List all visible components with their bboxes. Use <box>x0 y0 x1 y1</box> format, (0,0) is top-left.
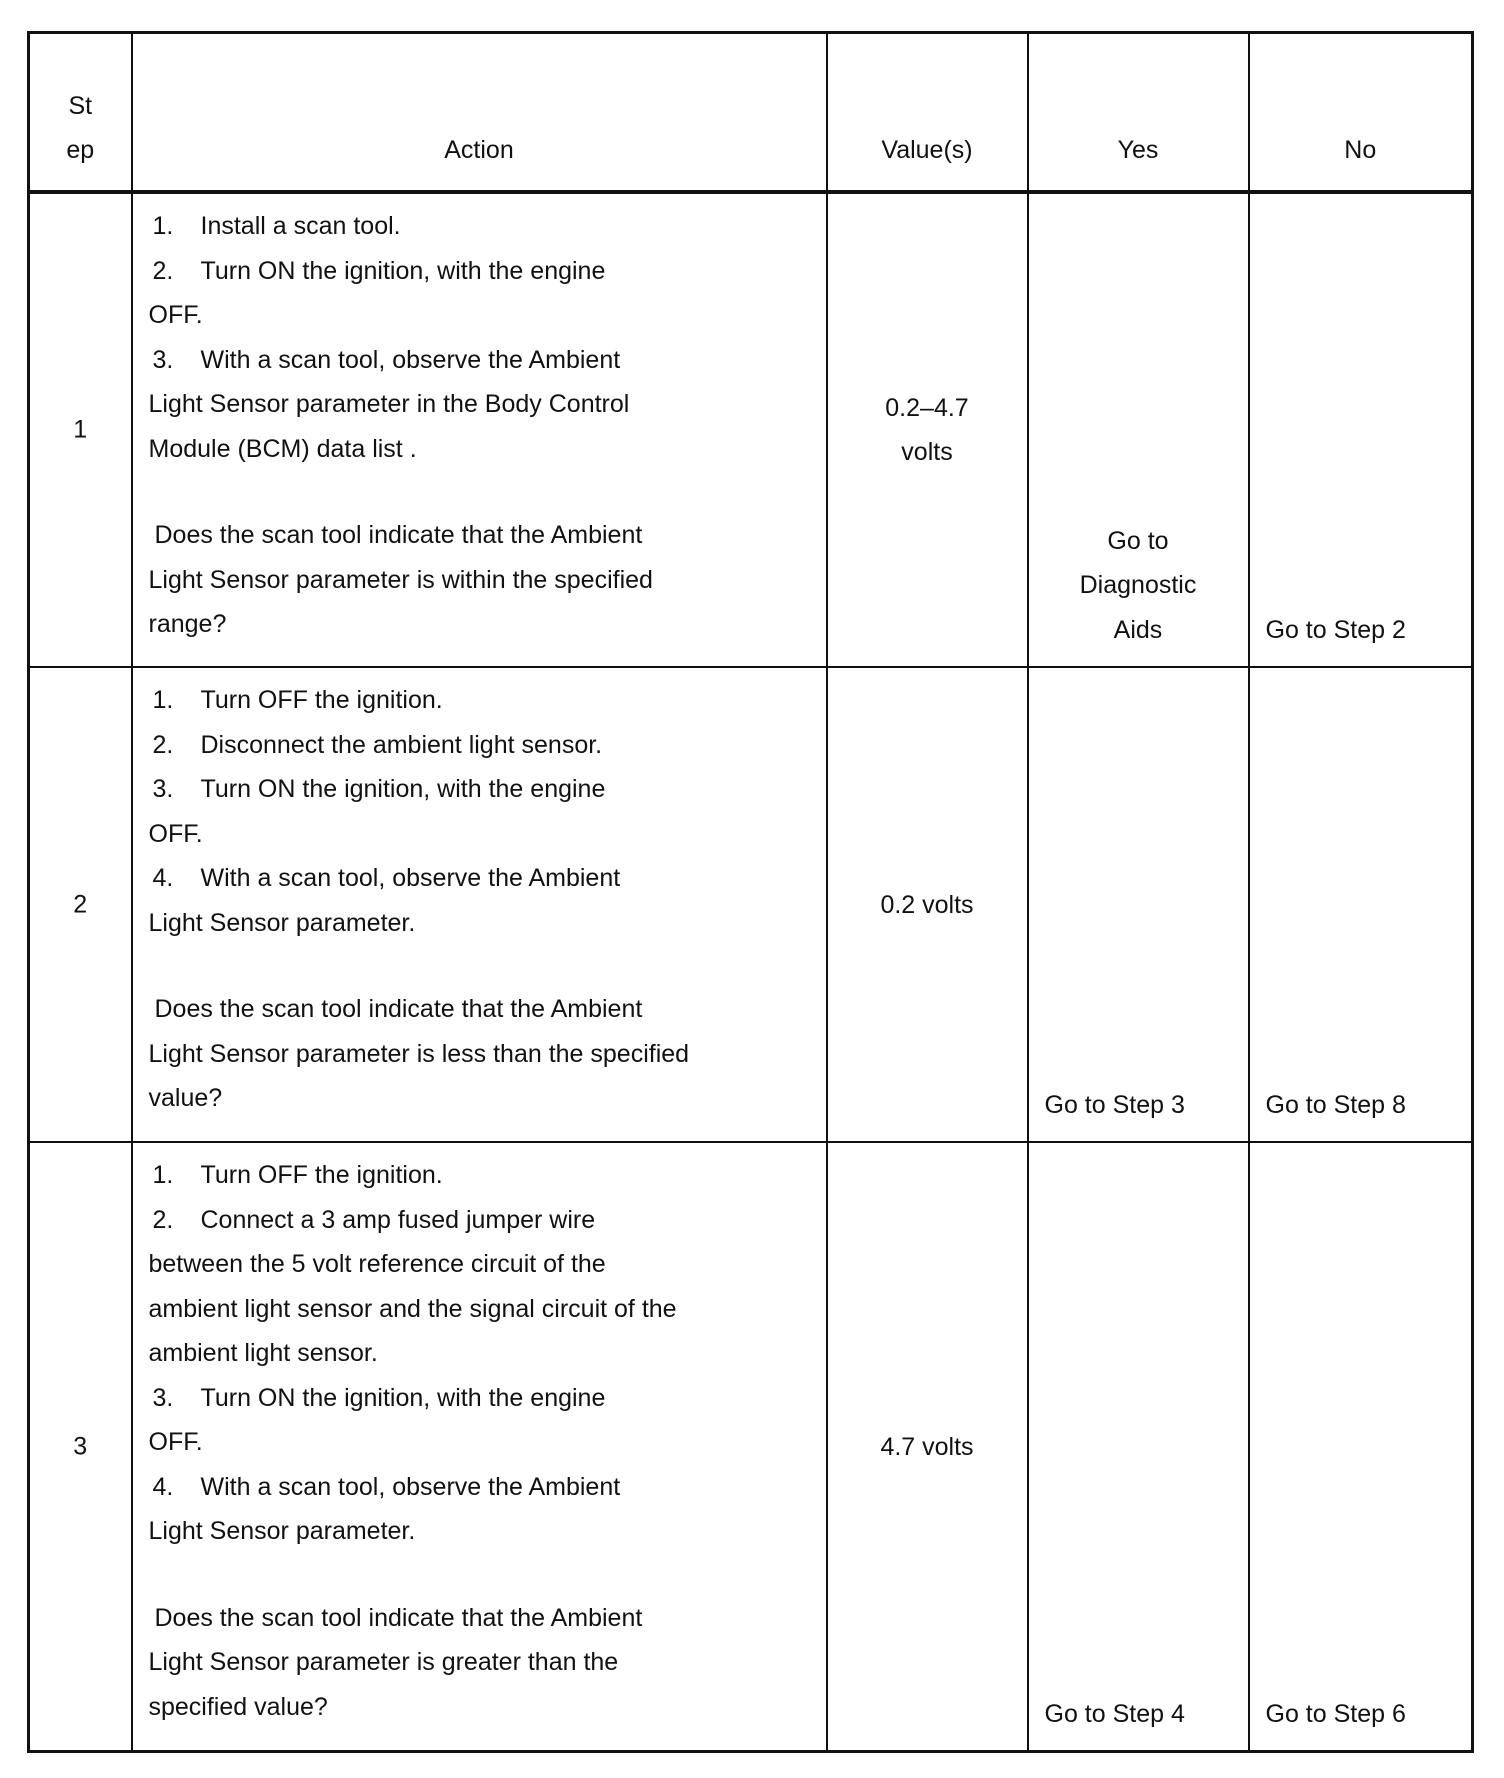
action-line <box>149 1287 816 1332</box>
yes-cell <box>1028 667 1249 1142</box>
action-line-text: Module (BCM) data list . <box>148 434 417 463</box>
value-cell <box>827 667 1028 1142</box>
step-index: 2. <box>152 1205 174 1234</box>
header-yes: Yes <box>1028 33 1249 193</box>
action-cell <box>132 192 827 667</box>
step-index: 1. <box>152 212 174 240</box>
step-number: 3 <box>73 1432 88 1461</box>
action-line <box>149 1242 816 1287</box>
question-line: Does the scan tool indicate that the Ambient <box>154 995 643 1024</box>
action-line <box>149 293 816 338</box>
step-index: 3. <box>152 1383 174 1412</box>
no-cell <box>1249 192 1473 667</box>
action-line <box>149 1376 816 1421</box>
question-line: Light Sensor parameter is greater than the <box>148 1648 619 1677</box>
step-cell <box>29 1142 132 1751</box>
no-text: Go to Step 8 <box>1265 1090 1406 1119</box>
action-text <box>149 204 816 647</box>
value-text: 4.7 volts <box>880 1432 974 1461</box>
yes-text: Go to Step 3 <box>1044 1090 1185 1119</box>
action-cell <box>132 667 827 1142</box>
action-line-text: Turn ON the ignition, with the engine <box>200 256 606 285</box>
action-line-text: Light Sensor parameter. <box>148 908 416 937</box>
no-cell <box>1249 667 1473 1142</box>
step-index: 2. <box>152 256 174 285</box>
step-number: 2 <box>73 890 88 919</box>
action-line-text: Light Sensor parameter in the Body Control <box>148 390 630 418</box>
question-line: Does the scan tool indicate that the Ambient <box>154 521 643 549</box>
action-line-text: OFF. <box>148 819 203 848</box>
no-text: Go to Step 6 <box>1265 1699 1406 1728</box>
step-cell <box>29 192 132 667</box>
question-line: Light Sensor parameter is less than the specified <box>148 1039 690 1068</box>
yes-cell <box>1028 1142 1249 1751</box>
step-index: 3. <box>152 775 174 804</box>
question-line: Does the scan tool indicate that the Ambient <box>154 1603 643 1632</box>
header-values: Value(s) <box>827 33 1028 193</box>
step-number: 1 <box>73 415 88 444</box>
action-line <box>149 812 816 857</box>
action-cell <box>132 1142 827 1751</box>
action-line <box>149 382 816 427</box>
action-text <box>149 1153 816 1729</box>
action-line <box>149 901 816 946</box>
yes-text: Go to Diagnostic Aids <box>1079 526 1197 644</box>
action-line-text: Light Sensor parameter. <box>148 1517 416 1546</box>
yes-cell <box>1028 192 1249 667</box>
no-text: Go to Step 2 <box>1265 615 1406 644</box>
action-line-text: ambient light sensor and the signal circuit of the <box>148 1294 677 1323</box>
action-line-text: Turn ON the ignition, with the engine <box>200 775 606 804</box>
question-line: Light Sensor parameter is within the specified <box>148 565 653 594</box>
step-index: 2. <box>152 730 174 759</box>
value-cell <box>827 192 1028 667</box>
step-cell <box>29 667 132 1142</box>
action-line <box>149 204 816 249</box>
action-line-text: With a scan tool, observe the Ambient <box>200 1472 621 1501</box>
action-line <box>149 1509 816 1554</box>
step-index: 4. <box>152 1472 174 1501</box>
action-line-text: between the 5 volt reference circuit of the <box>148 1250 606 1279</box>
action-line-text: Connect a 3 amp fused jumper wire <box>200 1205 596 1234</box>
action-line <box>149 1465 816 1510</box>
header-no: No <box>1249 33 1473 193</box>
value-text: 0.2 volts <box>880 890 974 919</box>
yes-text: Go to Step 4 <box>1044 1699 1185 1728</box>
action-line-text: Install a scan tool. <box>200 212 401 240</box>
table-row <box>29 667 1473 1142</box>
action-line-text: ambient light sensor. <box>148 1339 378 1368</box>
action-line <box>149 427 816 472</box>
action-line <box>149 856 816 901</box>
table-row <box>29 192 1473 667</box>
step-index: 4. <box>152 864 174 893</box>
action-text <box>149 678 816 1121</box>
action-line-text: With a scan tool, observe the Ambient <box>200 345 621 374</box>
value-text: 0.2–4.7 volts <box>885 394 969 467</box>
action-line-text: With a scan tool, observe the Ambient <box>200 864 621 893</box>
action-line <box>149 723 816 768</box>
header-step: St ep <box>29 33 132 193</box>
header-action: Action <box>132 33 827 193</box>
action-line <box>149 678 816 723</box>
action-line <box>149 1420 816 1465</box>
action-line <box>149 1153 816 1198</box>
step-index: 1. <box>152 1161 174 1190</box>
action-line <box>149 1331 816 1376</box>
action-line-text: Disconnect the ambient light sensor. <box>200 730 603 759</box>
action-line-text: Turn ON the ignition, with the engine <box>200 1383 606 1412</box>
action-line <box>149 1198 816 1243</box>
question-line: specified value? <box>148 1692 328 1721</box>
action-line <box>149 338 816 383</box>
diagnostic-table <box>27 31 1474 1753</box>
no-cell <box>1249 1142 1473 1751</box>
action-line-text: OFF. <box>148 1428 203 1457</box>
header-row <box>29 33 1473 193</box>
step-index: 1. <box>152 686 174 715</box>
step-index: 3. <box>152 345 174 374</box>
action-line-text: Turn OFF the ignition. <box>200 686 443 715</box>
table-row <box>29 1142 1473 1751</box>
question-line: value? <box>148 1084 223 1113</box>
action-line <box>149 249 816 294</box>
value-cell <box>827 1142 1028 1751</box>
action-line <box>149 767 816 812</box>
action-line-text: OFF. <box>148 301 203 329</box>
question-line: range? <box>148 610 227 638</box>
action-line-text: Turn OFF the ignition. <box>200 1161 443 1190</box>
